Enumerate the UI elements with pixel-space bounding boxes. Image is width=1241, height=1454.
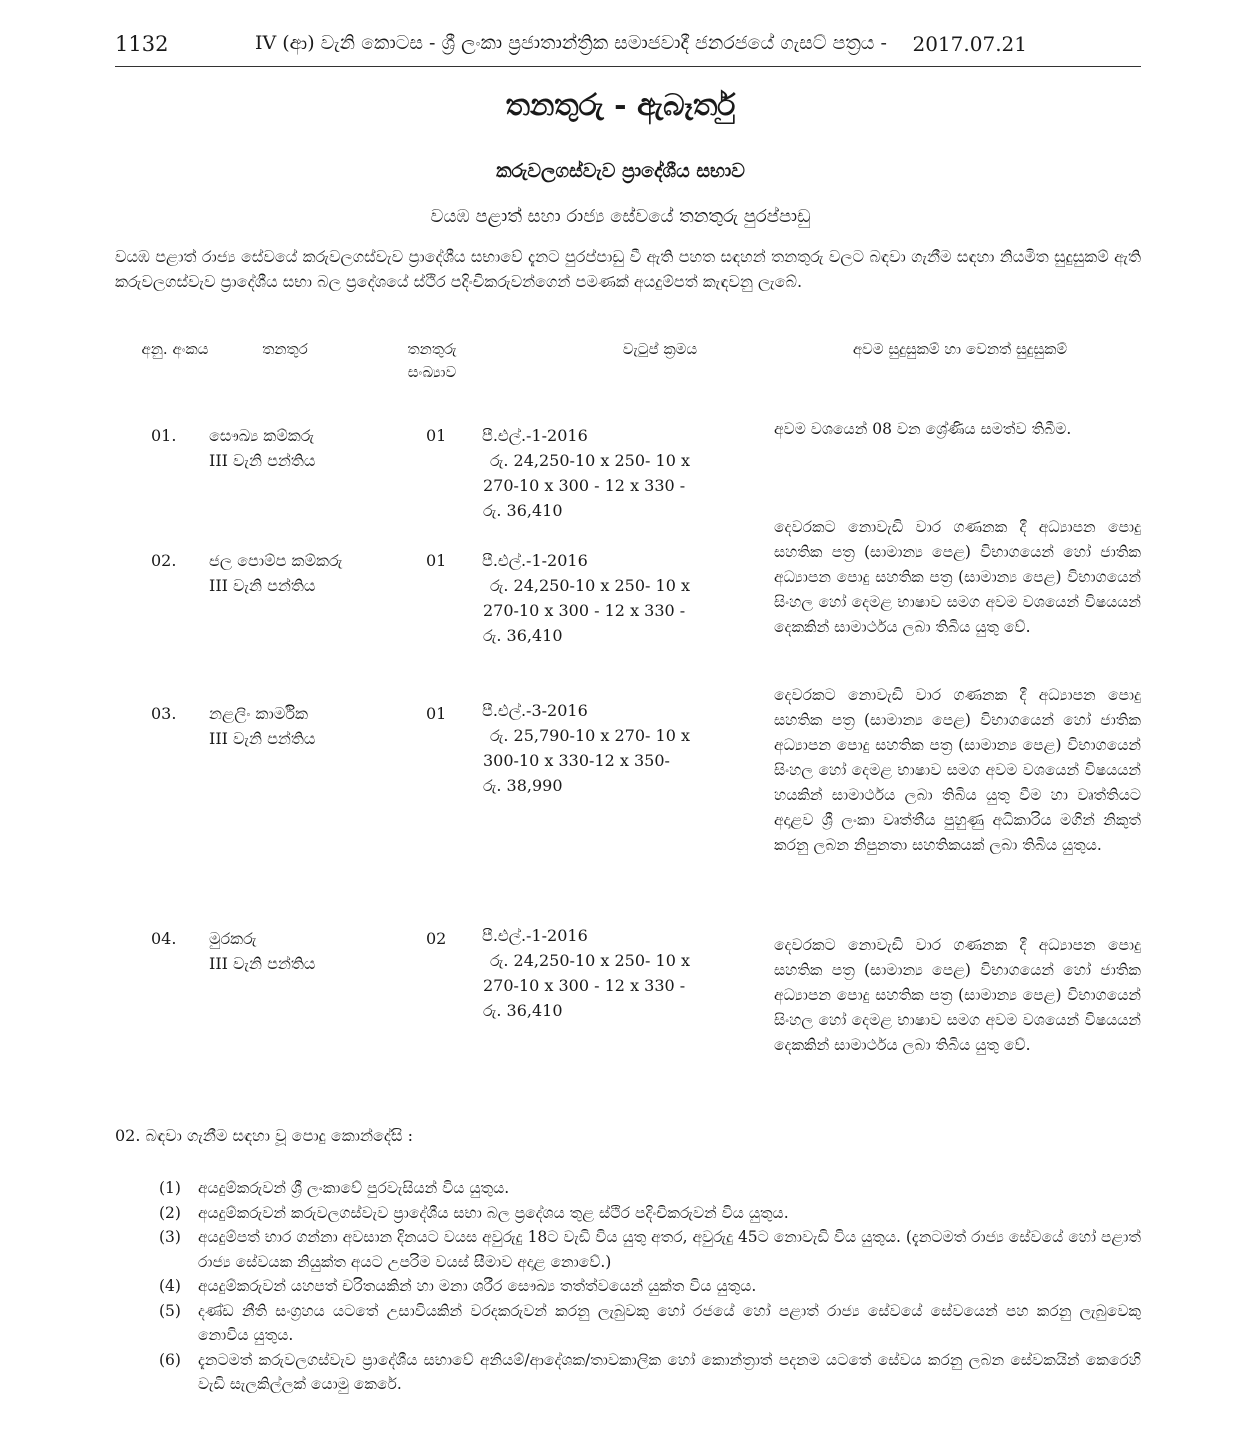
header-salary: වැටුප් ක්‍රමය: [622, 340, 698, 358]
row-1-no: 01.: [151, 426, 177, 445]
row-2-grade: III වැනි පන්තිය: [209, 576, 316, 595]
header-qualifications: අවම සුදුසුකම් හා වෙනත් සුදුසුකම්: [852, 340, 1068, 358]
header-count: තනතුරු සංඛ්‍යාව: [407, 340, 457, 381]
row-2-no: 02.: [151, 551, 177, 570]
row-4-salary-3: රු. 36,410: [483, 1001, 563, 1020]
condition-item: [115, 1299, 1141, 1348]
condition-number: (2): [159, 1203, 181, 1222]
condition-item: [115, 1348, 1141, 1397]
row-1-salary-1: රු. 24,250-10 x 250- 10 x: [490, 451, 690, 470]
conditions-heading: 02. බඳවා ගැනීම සඳහා වූ පොදු කොන්දේසි :: [115, 1126, 413, 1145]
row-3-grade: III වැනි පන්තිය: [209, 729, 316, 748]
row-4-count: 02: [426, 929, 447, 948]
row-4-salary-1: රු. 24,250-10 x 250- 10 x: [490, 951, 690, 970]
row-2-salary-2: 270-10 x 300 - 12 x 330 -: [483, 601, 686, 620]
condition-number: (5): [159, 1301, 181, 1320]
notice-subtitle: වයඹ පළාත් සහා රාජ්‍ය සේවයේ තනතුරු පුරප්පාඩු: [430, 206, 811, 227]
condition-item: [115, 1201, 1141, 1226]
row-3-no: 03.: [151, 704, 177, 723]
intro-paragraph: වයඹ පළාත් රාජ්‍ය සේවයේ කරුවලගස්වැව ප්‍රාදේශීය සභාවේ දැනට පුරප්පාඩු වී ඇති පහත සඳහන් තනතුරු වලට බඳවා ගැනීම සඳහා නියමිත සුදුසුකම් ඇති කරුවලගස්වැව ප්‍රාදේශීය සභා බල ප්‍රදේශයේ ස්ථිර පදිංචිකරුවන්ගෙන් පමණක් අයදුම්පත් කැඳවනු ලැබේ.: [115, 247, 1141, 291]
gazette-date: 2017.07.21: [912, 32, 1027, 56]
row-2-salary-3: රු. 36,410: [483, 626, 563, 645]
row-4-salary-2: 270-10 x 300 - 12 x 330 -: [483, 976, 686, 995]
condition-item: [115, 1274, 1141, 1299]
condition-number: (3): [159, 1228, 181, 1246]
page-number: 1132: [115, 32, 169, 56]
page-title: තනතුරු - ඇබෑර්තු: [505, 88, 736, 123]
row-2-salary-code: පී.එල්.-1-2016: [482, 551, 588, 570]
row-4-post: මුරකරු: [209, 929, 257, 948]
condition-text: දණ්ඩ නීති සංග්‍රහය යටතේ උසාවියකින් වරදකරුවන් කරනු ලැබුවකු හෝ රජයේ හෝ පළාත් රාජ්‍ය සේවයේ සේවයෙන් පහ කරනු ලැබුවෙකු නොවිය යුතුය.: [198, 1301, 1141, 1344]
row-3-salary-2: 300-10 x 330-12 x 350-: [483, 751, 670, 770]
row-3-salary-3: රු. 38,990: [483, 776, 563, 795]
row-1-salary-3: රු. 36,410: [483, 501, 563, 520]
row-1-post: සෞඛ්‍ය කම්කරු: [209, 426, 315, 445]
header-rule: [115, 66, 1141, 67]
row-1-salary-code: පී.එල්.-1-2016: [482, 426, 588, 445]
council-name: කරුවලගස්වැව ප්‍රාදේශීය සභාව: [496, 160, 745, 182]
row-4-qualification: දෙවරකට නොවැඩි වාර ගණනක දී අධ්‍යාපන පොදු සහතික පත්‍ර (සාමාන්‍ය පෙළ) විභාගයෙන් හෝ ජාතික අධ්‍යාපන පොදු සහතික පත්‍ර (සාමාන්‍ය පෙළ) විභාගයෙන් සිංහල හෝ දෙමළ භාෂාව සමග අවම වශයෙන් විෂයයන් දෙකකින් සාමාර්ථය ලබා තිබිය යුතු වේ.: [774, 936, 1141, 1054]
conditions-list: [115, 1176, 1141, 1397]
row-4-salary-code: පී.එල්.-1-2016: [482, 926, 588, 945]
condition-number: (1): [159, 1179, 181, 1197]
condition-number: (6): [159, 1350, 181, 1369]
condition-number: (4): [159, 1277, 181, 1295]
page-header: [115, 32, 1141, 62]
row-3-salary-1: රු. 25,790-10 x 270- 10 x: [490, 726, 690, 745]
row-1-count: 01: [426, 426, 447, 445]
row-3-salary-code: පී.එල්.-3-2016: [482, 701, 588, 720]
row-4-no: 04.: [151, 929, 177, 948]
row-3-post: නළලිං කාර්මික: [209, 704, 308, 723]
header-post: තනතුර: [262, 340, 308, 358]
row-3-qualification: දෙවරකට නොවැඩි වාර ගණනක දී අධ්‍යාපන පොදු සහතික පත්‍ර (සාමාන්‍ය පෙළ) විභාගයෙන් හෝ ජාතික අධ්‍යාපන පොදු සහතික පත්‍ර (සාමාන්‍ය පෙළ) විභාගයෙන් සිංහල හෝ දෙමළ භාෂාව සමග අවම වශයෙන් විෂයයන් හයකින් සාමාර්ථය ලබා තිබිය යුතු වීම හා වෘත්තියට අදාළව ශ්‍රී ලංකා වෘත්තීය පුහුණු අධිකාරිය මගින් නිකුත් කරනු ලබන නිපුනතා සහතිකයක් ලබා තිබිය යුතුය.: [774, 686, 1141, 854]
row-1-grade: III වැනි පන්තිය: [209, 451, 316, 470]
row-2-count: 01: [426, 551, 447, 570]
row-1-salary-2: 270-10 x 300 - 12 x 330 -: [483, 476, 686, 495]
row-2-qualification: දෙවරකට නොවැඩි වාර ගණනක දී අධ්‍යාපන පොදු සහතික පත්‍ර (සාමාන්‍ය පෙළ) විභාගයෙන් හෝ ජාතික අධ්‍යාපන පොදු සහතික පත්‍ර (සාමාන්‍ය පෙළ) විභාගයෙන් සිංහල හෝ දෙමළ භාෂාව සමග අවම වශයෙන් විෂයයන් දෙකකින් සාමාර්ථය ලබා තිබිය යුතු වේ.: [774, 518, 1141, 636]
condition-text: දැනටමත් කරුවලගස්වැව ප්‍රාදේශීය සභාවේ අනියම්/ආදේශක/තාවකාලික හෝ කොන්ත්‍රාත් පදනම යටතේ සේවය කරනු ලබන සේවකයින් කෙරෙහි වැඩි සැලකිල්ලක් යොමු කෙරේ.: [198, 1350, 1141, 1393]
condition-item: [115, 1225, 1141, 1274]
row-3-count: 01: [426, 704, 447, 723]
condition-text: අයදුම්කරුවන් කරුවලගස්වැව ප්‍රාදේශීය සභා බල ප්‍රදේශය තුළ ස්ථිර පදිංචිකරුවන් විය යුතුය.: [198, 1203, 789, 1222]
row-2-post: ජල පොම්ප කම්කරු: [209, 551, 343, 570]
gazette-title: IV (ආ) වැනි කොටස - ශ්‍රී ලංකා ප්‍රජාතාන්ත්‍රික සමාජවාදී ජනරජයේ ගැසට් පත්‍රය -: [255, 32, 887, 54]
condition-text: අයදුම්කරුවන් යහපත් චරිතයකින් හා මනා ශරීර සෞඛ්‍ය තත්ත්වයෙන් යුක්ත විය යුතුය.: [198, 1277, 757, 1295]
condition-item: [115, 1176, 1141, 1201]
condition-text: අයදුම්කරුවන් ශ්‍රී ලංකාවේ පුරවැසියන් විය යුතුය.: [198, 1179, 510, 1197]
condition-text: අයදුම්පත් භාර ගන්නා අවසාන දිනයට වයස අවුරුදු 18ට වැඩි විය යුතු අතර, අවුරුදු 45ට නොවැඩි විය යුතුය. (දැනටමත් රාජ්‍ය සේවයේ හෝ පළාත් රාජ්‍ය සේවයක නියුක්ත අයට උපරිම වයස් සීමාව අදාළ නොවේ.): [198, 1228, 1141, 1271]
row-2-salary-1: රු. 24,250-10 x 250- 10 x: [490, 576, 690, 595]
header-no: අනු. අංකය: [141, 340, 209, 358]
row-1-qualification: අවම වශයෙන් 08 වන ශ්‍රේණිය සමත්ව තිබීම.: [774, 420, 1072, 438]
row-4-grade: III වැනි පන්තිය: [209, 954, 316, 973]
